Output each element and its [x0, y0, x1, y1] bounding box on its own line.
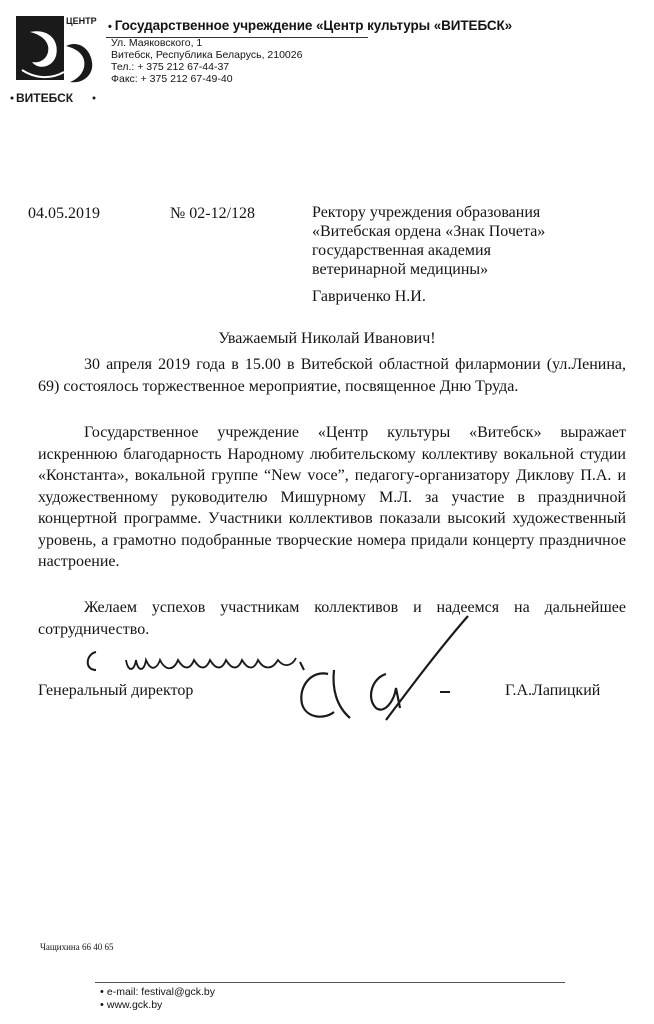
addressee-line: государственная академия	[312, 242, 491, 259]
signatory-name: Г.А.Лапицкий	[505, 682, 601, 699]
organization-logo	[8, 10, 103, 108]
handwritten-signature	[290, 608, 485, 726]
body-paragraph: Государственное учреждение «Центр культуры «Витебск» выражает искреннюю благодарность Народному любительскому коллективу вокальной студии «Константа», вокальной группе “New voce”, педагогу-организатору Диклову П.А. и художественному руководителю Мишурному М.Л. за участие в праздничной концертной программе. Участники коллективов показали высокий художественный уровень, а грамотно подобранные творческие номера придали концерту праздничное настроение.	[38, 424, 626, 570]
body-paragraph: Желаем успехов участникам коллективов и надеемся на дальнейшее сотрудничество.	[38, 599, 626, 638]
logo-text-bottom: ВИТЕБСК	[16, 91, 74, 105]
address-city: Витебск, Республика Беларусь, 210026	[111, 49, 303, 61]
footer-email[interactable]: • e-mail: festival@gck.by	[100, 986, 215, 998]
address-street: Ул. Маяковского, 1	[111, 37, 203, 49]
logo-text-side: КУЛЬТУРЫ	[9, 41, 16, 78]
organization-name: • Государственное учреждение «Центр культуры «ВИТЕБСК»	[108, 18, 513, 33]
addressee-line: ветеринарной медицины»	[312, 261, 489, 278]
letter-date: 04.05.2019	[28, 205, 100, 222]
letterhead-divider	[106, 37, 368, 38]
addressee-line: «Витебская ордена «Знак Почета»	[312, 223, 546, 240]
letter-number: № 02-12/128	[170, 205, 256, 222]
addressee-line: Ректору учреждения образования	[312, 204, 541, 221]
footer-divider	[95, 982, 565, 983]
addressee-name: Гавриченко Н.И.	[312, 288, 426, 305]
letterhead-text	[108, 18, 512, 85]
salutation: Уважаемый Николай Иванович!	[218, 330, 436, 347]
body-paragraph: 30 апреля 2019 года в 15.00 в Витебской областной филармонии (ул.Ленина, 69) состоялось торжественное мероприятие, посвященное Дню Труда.	[38, 356, 626, 395]
phone-number: Тел.: + 375 212 67-44-37	[111, 61, 230, 73]
logo-text-top: ЦЕНТР	[66, 16, 97, 26]
contact-person: Чащихина 66 40 65	[40, 942, 114, 952]
handwritten-closing	[82, 640, 322, 680]
signatory-role: Генеральный директор	[38, 682, 194, 699]
fax-number: Факс: + 375 212 67-49-40	[111, 73, 233, 85]
addressee-block	[312, 203, 545, 279]
footer-website[interactable]: • www.gck.by	[100, 999, 163, 1011]
